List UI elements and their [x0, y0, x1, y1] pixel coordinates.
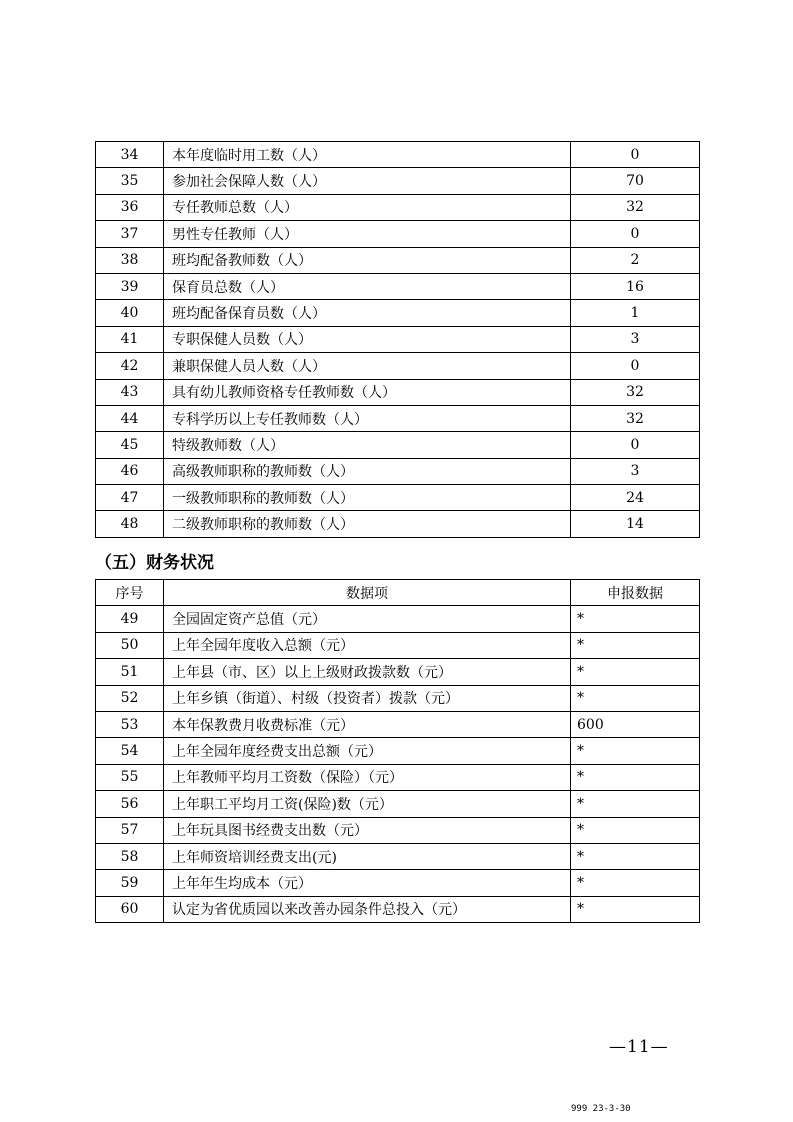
value-cell: 3 — [571, 326, 700, 352]
table-row — [96, 168, 700, 194]
header-data-item: 数据项 — [164, 580, 571, 606]
table-row — [96, 606, 700, 632]
value-cell: 600 — [571, 711, 700, 737]
value-cell: * — [571, 870, 700, 896]
value-cell: * — [571, 685, 700, 711]
serial-no-cell: 46 — [96, 458, 164, 484]
data-item-cell: 专职保健人员数（人） — [164, 326, 571, 352]
value-cell: * — [571, 659, 700, 685]
table-row — [96, 221, 700, 247]
table-row — [96, 273, 700, 299]
data-item-cell: 上年职工平均月工资(保险)数（元） — [164, 791, 571, 817]
value-cell: * — [571, 896, 700, 922]
value-cell: * — [571, 791, 700, 817]
data-item-cell: 特级教师数（人） — [164, 432, 571, 458]
data-item-cell: 班均配备保育员数（人） — [164, 300, 571, 326]
table-row — [96, 896, 700, 922]
data-item-cell: 男性专任教师（人） — [164, 221, 571, 247]
staff-data-table — [95, 141, 700, 538]
value-cell: * — [571, 606, 700, 632]
data-item-cell: 本年保教费月收费标准（元） — [164, 711, 571, 737]
value-cell: * — [571, 817, 700, 843]
table-row — [96, 764, 700, 790]
data-item-cell: 保育员总数（人） — [164, 273, 571, 299]
data-item-cell: 一级教师职称的教师数（人） — [164, 485, 571, 511]
table-row — [96, 432, 700, 458]
data-item-cell: 班均配备教师数（人） — [164, 247, 571, 273]
serial-no-cell: 51 — [96, 659, 164, 685]
data-item-cell: 上年年生均成本（元） — [164, 870, 571, 896]
value-cell: 32 — [571, 194, 700, 220]
serial-no-cell: 50 — [96, 632, 164, 658]
table-row — [96, 817, 700, 843]
serial-no-cell: 42 — [96, 353, 164, 379]
serial-no-cell: 38 — [96, 247, 164, 273]
finance-data-table — [95, 579, 700, 923]
serial-no-cell: 35 — [96, 168, 164, 194]
serial-no-cell: 36 — [96, 194, 164, 220]
serial-no-cell: 49 — [96, 606, 164, 632]
serial-no-cell: 56 — [96, 791, 164, 817]
value-cell: 70 — [571, 168, 700, 194]
table-row — [96, 659, 700, 685]
data-item-cell: 具有幼儿教师资格专任教师数（人） — [164, 379, 571, 405]
data-item-cell: 上年全园年度收入总额（元） — [164, 632, 571, 658]
data-item-cell: 全园固定资产总值（元） — [164, 606, 571, 632]
table-row — [96, 326, 700, 352]
data-item-cell: 上年乡镇（街道）、村级（投资者）拨款（元） — [164, 685, 571, 711]
data-item-cell: 兼职保健人员人数（人） — [164, 353, 571, 379]
data-item-cell: 专任教师总数（人） — [164, 194, 571, 220]
value-cell: 32 — [571, 405, 700, 431]
table-row — [96, 870, 700, 896]
serial-no-cell: 48 — [96, 511, 164, 537]
serial-no-cell: 45 — [96, 432, 164, 458]
serial-no-cell: 58 — [96, 843, 164, 869]
serial-no-cell: 44 — [96, 405, 164, 431]
table-row — [96, 379, 700, 405]
table-header-row — [96, 580, 700, 606]
data-item-cell: 上年师资培训经费支出(元) — [164, 843, 571, 869]
table-row — [96, 142, 700, 168]
table-row — [96, 300, 700, 326]
value-cell: 32 — [571, 379, 700, 405]
value-cell: 0 — [571, 432, 700, 458]
data-item-cell: 上年教师平均月工资数（保险）（元） — [164, 764, 571, 790]
table-row — [96, 711, 700, 737]
table-row — [96, 685, 700, 711]
serial-no-cell: 55 — [96, 764, 164, 790]
table-row — [96, 511, 700, 537]
data-item-cell: 上年全园年度经费支出总额（元） — [164, 738, 571, 764]
serial-no-cell: 40 — [96, 300, 164, 326]
value-cell: 14 — [571, 511, 700, 537]
table-row — [96, 738, 700, 764]
table-row — [96, 353, 700, 379]
data-item-cell: 上年玩具图书经费支出数（元） — [164, 817, 571, 843]
serial-no-cell: 39 — [96, 273, 164, 299]
value-cell: 2 — [571, 247, 700, 273]
value-cell: 24 — [571, 485, 700, 511]
page-number: —11— — [609, 1037, 669, 1057]
serial-no-cell: 37 — [96, 221, 164, 247]
data-item-cell: 参加社会保障人数（人） — [164, 168, 571, 194]
value-cell: 0 — [571, 353, 700, 379]
section-title: （五）财务状况 — [95, 553, 214, 573]
serial-no-cell: 41 — [96, 326, 164, 352]
header-serial-no: 序号 — [96, 580, 164, 606]
header-reported-data: 申报数据 — [571, 580, 700, 606]
table-row — [96, 247, 700, 273]
serial-no-cell: 52 — [96, 685, 164, 711]
value-cell: 3 — [571, 458, 700, 484]
serial-no-cell: 60 — [96, 896, 164, 922]
value-cell: * — [571, 764, 700, 790]
value-cell: * — [571, 632, 700, 658]
table-row — [96, 458, 700, 484]
serial-no-cell: 57 — [96, 817, 164, 843]
data-item-cell: 本年度临时用工数（人） — [164, 142, 571, 168]
print-stamp: 999 23-3-30 — [571, 1104, 631, 1114]
value-cell: 0 — [571, 142, 700, 168]
data-item-cell: 高级教师职称的教师数（人） — [164, 458, 571, 484]
serial-no-cell: 53 — [96, 711, 164, 737]
value-cell: 0 — [571, 221, 700, 247]
serial-no-cell: 43 — [96, 379, 164, 405]
table-row — [96, 194, 700, 220]
serial-no-cell: 47 — [96, 485, 164, 511]
table-row — [96, 791, 700, 817]
serial-no-cell: 59 — [96, 870, 164, 896]
data-item-cell: 认定为省优质园以来改善办园条件总投入（元） — [164, 896, 571, 922]
data-item-cell: 二级教师职称的教师数（人） — [164, 511, 571, 537]
value-cell: 1 — [571, 300, 700, 326]
data-item-cell: 专科学历以上专任教师数（人） — [164, 405, 571, 431]
table-row — [96, 405, 700, 431]
value-cell: * — [571, 738, 700, 764]
serial-no-cell: 34 — [96, 142, 164, 168]
value-cell: 16 — [571, 273, 700, 299]
table-row — [96, 843, 700, 869]
table-row — [96, 632, 700, 658]
data-item-cell: 上年县（市、区）以上上级财政拨款数（元） — [164, 659, 571, 685]
value-cell: * — [571, 843, 700, 869]
serial-no-cell: 54 — [96, 738, 164, 764]
table-row — [96, 485, 700, 511]
